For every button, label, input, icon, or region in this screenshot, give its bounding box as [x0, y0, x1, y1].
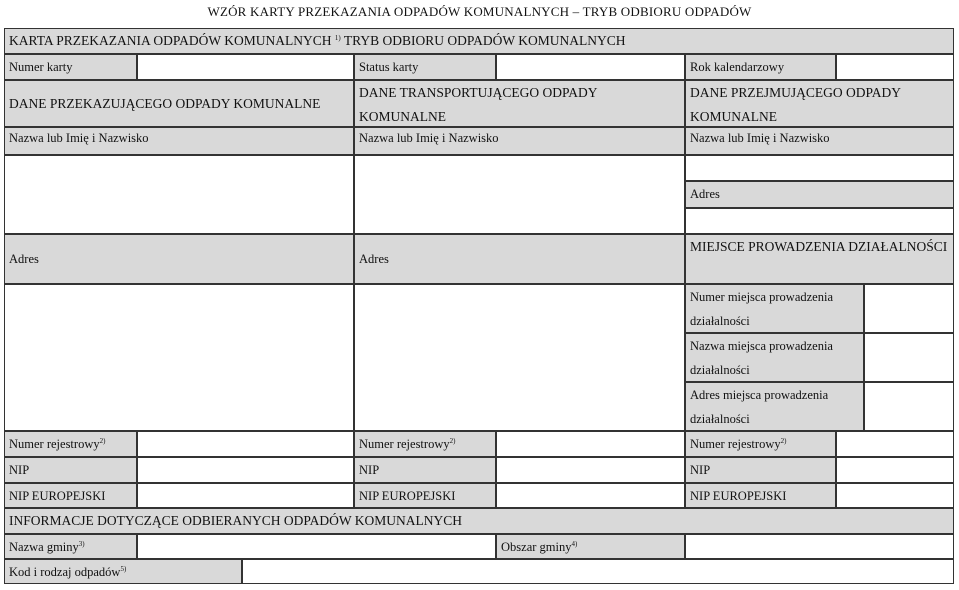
przekazujacy-nip-label: NIP	[4, 457, 137, 483]
transportujacy-reg-number-field[interactable]	[496, 431, 685, 457]
calendar-year-field[interactable]	[836, 54, 954, 80]
przekazujacy-reg-number-field[interactable]	[137, 431, 354, 457]
section-przejmujacy-text: DANE PRZEJMUJĄCEGO ODPADY KOMUNALNE	[690, 85, 901, 124]
card-status-field[interactable]	[496, 54, 685, 80]
transportujacy-address-field[interactable]	[354, 284, 685, 431]
przejmujacy-name-label: Nazwa lub Imię i Nazwisko	[685, 127, 954, 155]
document-title: WZÓR KARTY PRZEKAZANIA ODPADÓW KOMUNALNYCH – TRYB ODBIORU ODPADÓW	[207, 4, 752, 19]
przekazujacy-address-field[interactable]	[4, 284, 354, 431]
section-transportujacy-text: DANE TRANSPORTUJĄCEGO ODPADY KOMUNALNE	[359, 85, 597, 124]
waste-code-label	[4, 559, 242, 584]
gmina-area-label	[496, 534, 685, 559]
card-number-label: Numer karty	[4, 54, 137, 80]
przekazujacy-reg-number-label	[4, 431, 137, 457]
przekazujacy-nip-eu-field[interactable]	[137, 483, 354, 508]
calendar-year-label: Rok kalendarzowy	[685, 54, 836, 80]
waste-code-field[interactable]	[242, 559, 954, 584]
transportujacy-reg-number-label	[354, 431, 496, 457]
nazwa-miejsca-label: Nazwa miejsca prowadzenia działalności	[685, 333, 864, 382]
footnote-2: 2)	[780, 437, 787, 445]
reg-label-text: Numer rejestrowy	[690, 437, 781, 451]
card-number-field[interactable]	[137, 54, 354, 80]
przekazujacy-nip-field[interactable]	[137, 457, 354, 483]
section-przekazujacy	[4, 80, 354, 127]
form-table	[4, 28, 954, 584]
footnote-3: 3)	[78, 540, 85, 548]
miejsce-heading: MIEJSCE PROWADZENIA DZIAŁALNOŚCI	[685, 234, 954, 284]
footnote-2: 2)	[449, 437, 456, 445]
przekazujacy-address-text: Adres	[9, 252, 39, 266]
przejmujacy-address-label: Adres	[685, 181, 954, 208]
footnote-2: 2)	[99, 437, 106, 445]
transportujacy-address-label	[354, 234, 685, 284]
waste-code-text: Kod i rodzaj odpadów	[9, 565, 121, 579]
przekazujacy-address-label	[4, 234, 354, 284]
gmina-area-text: Obszar gminy	[501, 540, 572, 554]
form-header	[4, 28, 954, 54]
adres-miejsca-field[interactable]	[864, 382, 954, 431]
section-przekazujacy-text: DANE PRZEKAZUJĄCEGO ODPADY KOMUNALNE	[9, 95, 321, 111]
footnote-1: 1)	[334, 34, 341, 42]
footnote-5: 5)	[120, 565, 127, 573]
przekazujacy-nip-eu-label: NIP EUROPEJSKI	[4, 483, 137, 508]
reg-label-text: Numer rejestrowy	[359, 437, 450, 451]
adres-miejsca-label: Adres miejsca prowadzenia działalności	[685, 382, 864, 431]
przejmujacy-nip-eu-field[interactable]	[836, 483, 954, 508]
footnote-4: 4)	[571, 540, 578, 548]
reg-label-text: Numer rejestrowy	[9, 437, 100, 451]
transportujacy-nip-eu-label: NIP EUROPEJSKI	[354, 483, 496, 508]
gmina-area-field[interactable]	[685, 534, 954, 559]
transportujacy-nip-field[interactable]	[496, 457, 685, 483]
transportujacy-nip-eu-field[interactable]	[496, 483, 685, 508]
gmina-name-text: Nazwa gminy	[9, 540, 79, 554]
numer-miejsca-label: Numer miejsca prowadzenia działalności	[685, 284, 864, 333]
transportujacy-address-text: Adres	[359, 252, 389, 266]
przejmujacy-reg-number-field[interactable]	[836, 431, 954, 457]
przekazujacy-name-label: Nazwa lub Imię i Nazwisko	[4, 127, 354, 155]
section-przejmujacy	[685, 80, 954, 127]
info-heading: INFORMACJE DOTYCZĄCE ODBIERANYCH ODPADÓW KOMUNALNYCH	[4, 508, 954, 534]
gmina-name-label	[4, 534, 137, 559]
przekazujacy-name-field[interactable]	[4, 155, 354, 234]
nazwa-miejsca-field[interactable]	[864, 333, 954, 382]
gmina-name-field[interactable]	[137, 534, 496, 559]
przejmujacy-nip-eu-label: NIP EUROPEJSKI	[685, 483, 836, 508]
numer-miejsca-field[interactable]	[864, 284, 954, 333]
przejmujacy-reg-number-label	[685, 431, 836, 457]
transportujacy-name-label: Nazwa lub Imię i Nazwisko	[354, 127, 685, 155]
przejmujacy-nip-field[interactable]	[836, 457, 954, 483]
card-status-label: Status karty	[354, 54, 496, 80]
form-header-text-2: TRYB ODBIORU ODPADÓW KOMUNALNYCH	[340, 33, 626, 48]
przejmujacy-name-field[interactable]	[685, 155, 954, 181]
section-transportujacy	[354, 80, 685, 127]
transportujacy-nip-label: NIP	[354, 457, 496, 483]
przejmujacy-nip-label: NIP	[685, 457, 836, 483]
form-header-text: KARTA PRZEKAZANIA ODPADÓW KOMUNALNYCH	[9, 33, 332, 48]
przejmujacy-address-field[interactable]	[685, 208, 954, 234]
transportujacy-name-field[interactable]	[354, 155, 685, 234]
